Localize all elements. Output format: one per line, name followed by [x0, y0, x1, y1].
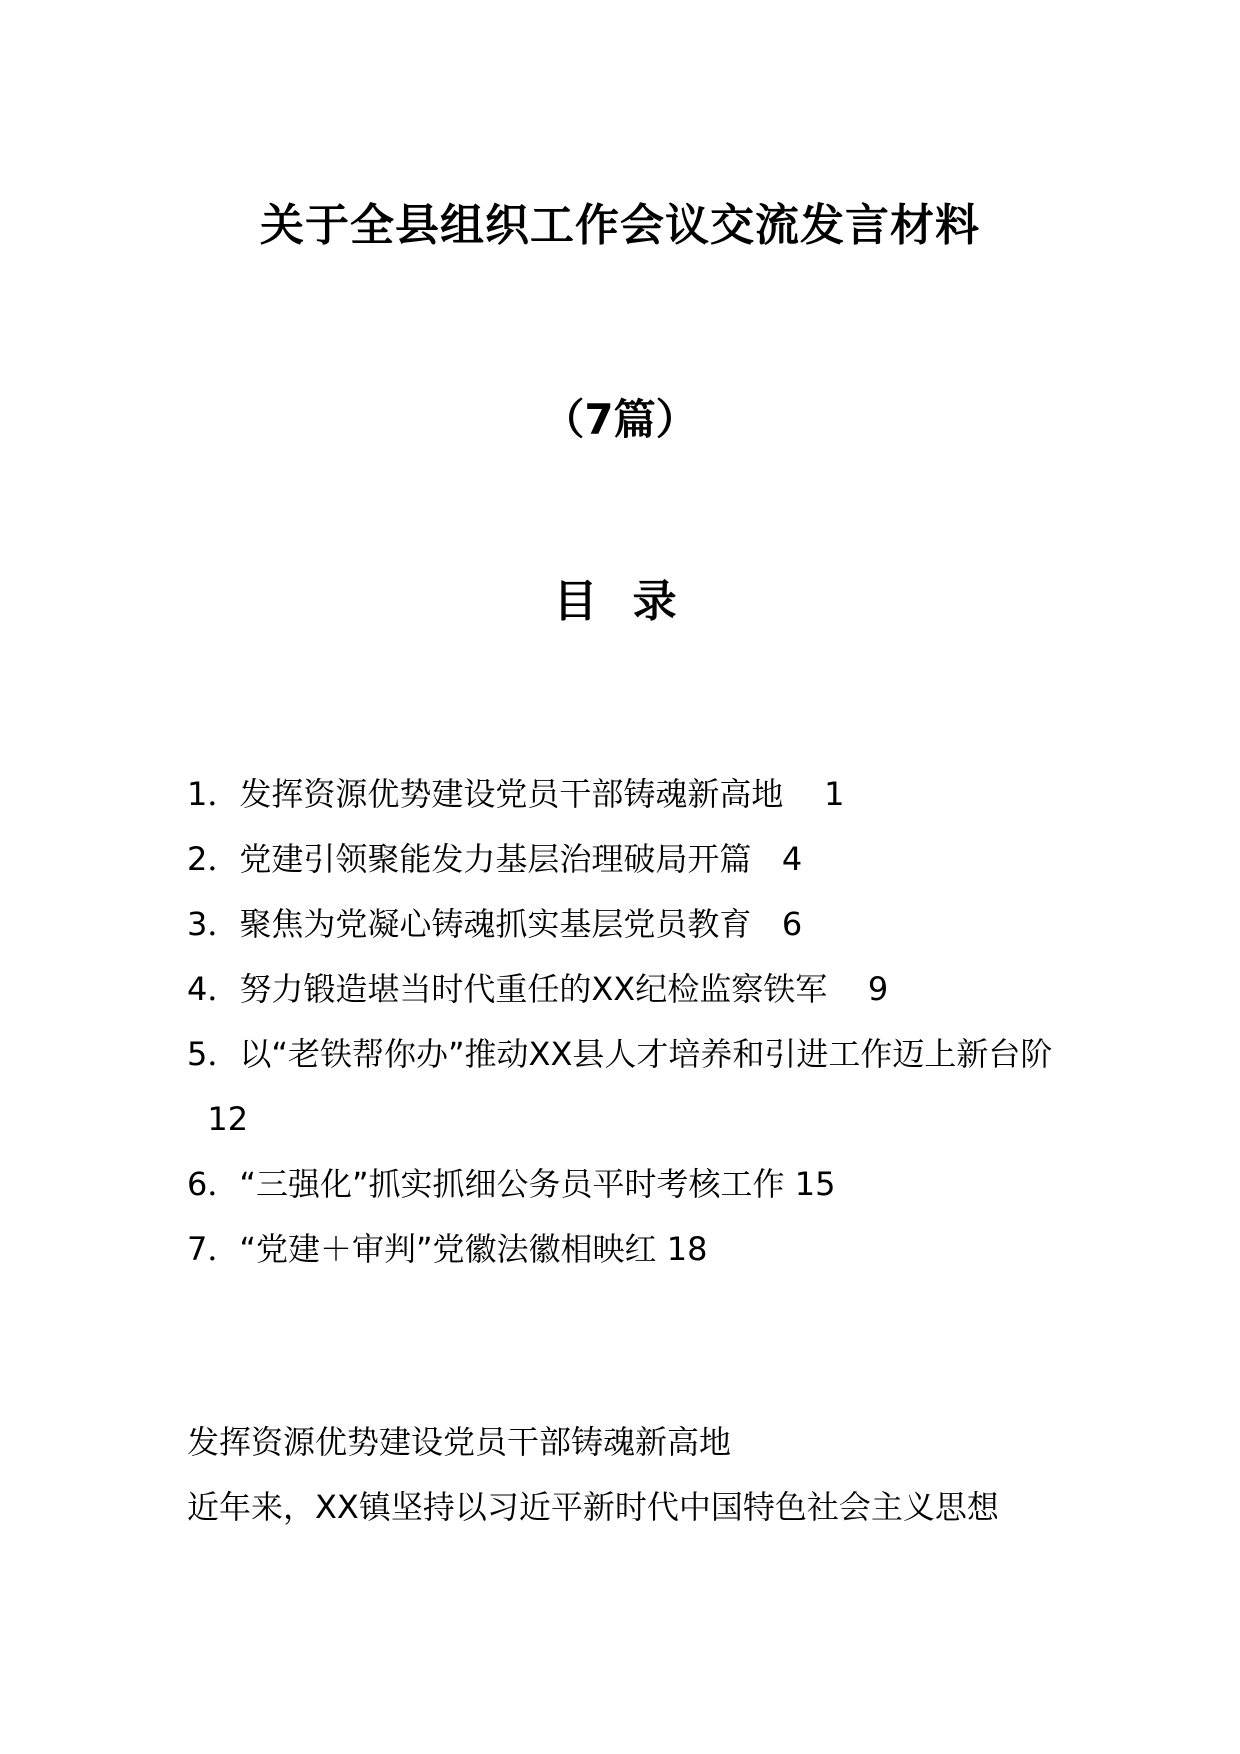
toc-item-text: 发挥资源优势建设党员干部铸魂新高地: [239, 775, 784, 813]
toc-item-number: 5．: [187, 1035, 240, 1073]
toc-item-page: 6: [781, 905, 803, 943]
toc-item-text: 聚焦为党凝心铸魂抓实基层党员教育: [239, 905, 752, 943]
table-of-contents: [187, 762, 1067, 1282]
toc-item-number: 4．: [187, 970, 240, 1008]
paragraph: 近年来，XX镇坚持以习近平新时代中国特色社会主义思想: [187, 1488, 999, 1526]
toc-item-page: 15: [794, 1165, 836, 1203]
article-count: （7篇）: [542, 395, 698, 444]
toc-item-page: 18: [666, 1230, 708, 1268]
toc-item-number: 3．: [187, 905, 240, 943]
toc-item-page: 9: [867, 970, 889, 1008]
toc-item-number: 1．: [187, 775, 240, 813]
toc-item[interactable]: [187, 762, 1067, 827]
toc-item-text: 以“老铁帮你办”推动XX县人才培养和引进工作迈上新台阶: [239, 1035, 1053, 1073]
toc-item[interactable]: [187, 1152, 1067, 1217]
toc-item-text: “三强化”抓实抓细公务员平时考核工作: [239, 1165, 785, 1203]
toc-heading: 目 录: [553, 576, 687, 627]
toc-item-page: 4: [781, 840, 803, 878]
toc-item[interactable]: [187, 1022, 1067, 1152]
toc-item-page: 1: [824, 775, 845, 813]
toc-item[interactable]: [187, 827, 1067, 892]
document-title: 关于全县组织工作会议交流发言材料: [260, 200, 980, 251]
toc-item[interactable]: [187, 1217, 1067, 1282]
toc-item-page: 12: [207, 1100, 249, 1138]
body-text: [187, 1410, 1067, 1540]
toc-item-number: 6．: [187, 1165, 240, 1203]
toc-item-number: 2．: [187, 840, 240, 878]
toc-item[interactable]: [187, 892, 1067, 957]
toc-item-text: “党建＋审判”党徽法徽相映红: [239, 1230, 657, 1268]
section-title: 发挥资源优势建设党员干部铸魂新高地: [187, 1423, 732, 1461]
toc-item[interactable]: [187, 957, 1067, 1022]
toc-item-text: 努力锻造堪当时代重任的XX纪检监察铁军: [239, 970, 828, 1008]
toc-item-text: 党建引领聚能发力基层治理破局开篇: [239, 840, 752, 878]
toc-item-number: 7．: [187, 1230, 240, 1268]
